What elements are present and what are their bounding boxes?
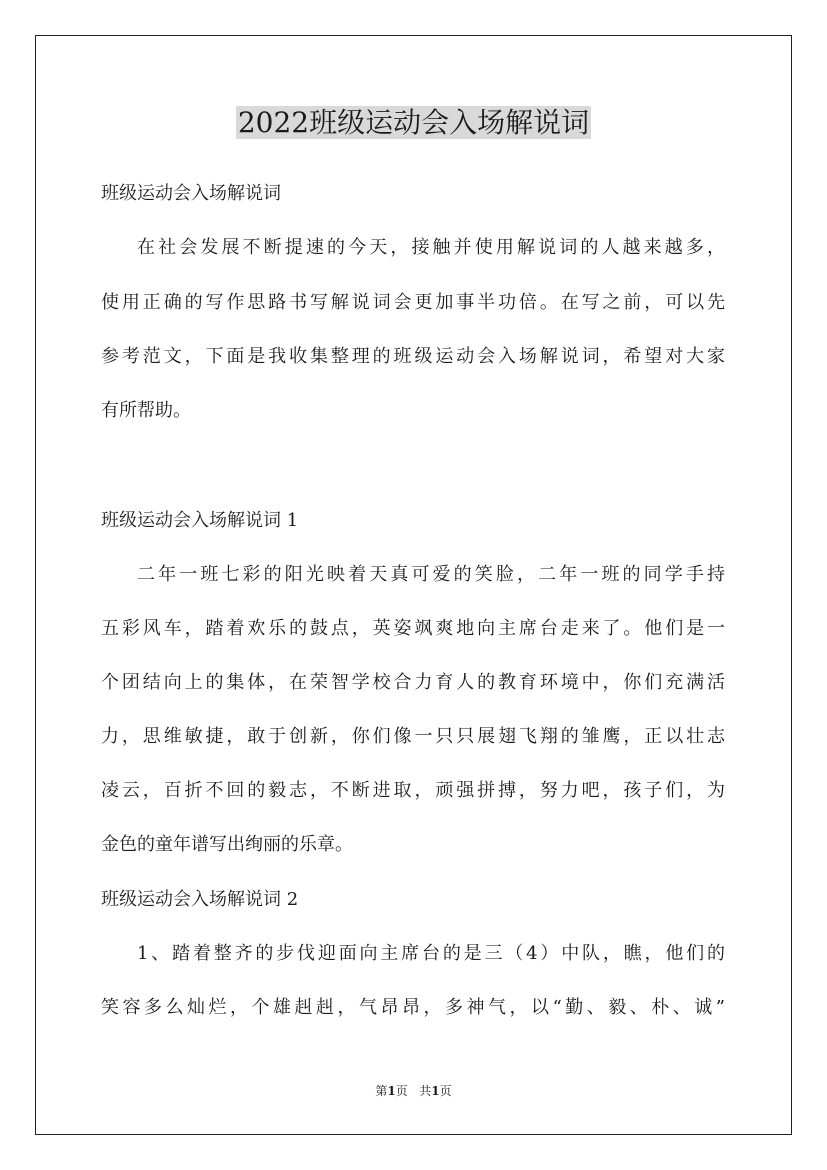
document-title xyxy=(0,103,827,143)
section1-heading: 班级运动会入场解说词 1 xyxy=(101,510,299,531)
section2-line: 笑容多么灿烂，个雄赳赳，气昂昂，多神气，以“勤、毅、朴、诚” xyxy=(101,997,725,1018)
intro-line: 有所帮助。 xyxy=(101,400,191,421)
footer-page-current: 1 xyxy=(387,1084,396,1098)
section1-line: 凌云，百折不回的毅志，不断进取，顽强拼搏，努力吧，孩子们，为 xyxy=(101,780,725,801)
section1-line: 金色的童年谱写出绚丽的乐章。 xyxy=(101,834,353,855)
intro-heading: 班级运动会入场解说词 xyxy=(101,183,281,204)
section1-line: 个团结向上的集体，在荣智学校合力育人的教育环境中，你们充满活 xyxy=(101,672,725,693)
intro-line: 参考范文，下面是我收集整理的班级运动会入场解说词，希望对大家 xyxy=(101,346,725,367)
page-footer xyxy=(0,1083,827,1099)
section2-line: 1、踏着整齐的步伐迎面向主席台的是三（4）中队，瞧，他们的 xyxy=(137,943,725,964)
footer-page-total: 1 xyxy=(431,1084,440,1098)
intro-line: 在社会发展不断提速的今天，接触并使用解说词的人越来越多， xyxy=(137,237,725,258)
section1-line: 五彩风车，踏着欢乐的鼓点，英姿飒爽地向主席台走来了。他们是一 xyxy=(101,618,725,639)
section2-heading: 班级运动会入场解说词 2 xyxy=(101,889,299,910)
footer-prefix: 第 xyxy=(375,1084,388,1098)
footer-suffix: 页 xyxy=(439,1084,452,1098)
intro-line: 使用正确的写作思路书写解说词会更加事半功倍。在写之前，可以先 xyxy=(101,292,725,313)
section1-line: 力，思维敏捷，敢于创新，你们像一只只展翅飞翔的雏鹰，正以壮志 xyxy=(101,726,725,747)
footer-mid: 页 共 xyxy=(395,1084,432,1098)
document-title-text: 2022班级运动会入场解说词 xyxy=(237,106,590,139)
section1-line: 二年一班七彩的阳光映着天真可爱的笑脸，二年一班的同学手持 xyxy=(137,564,725,585)
